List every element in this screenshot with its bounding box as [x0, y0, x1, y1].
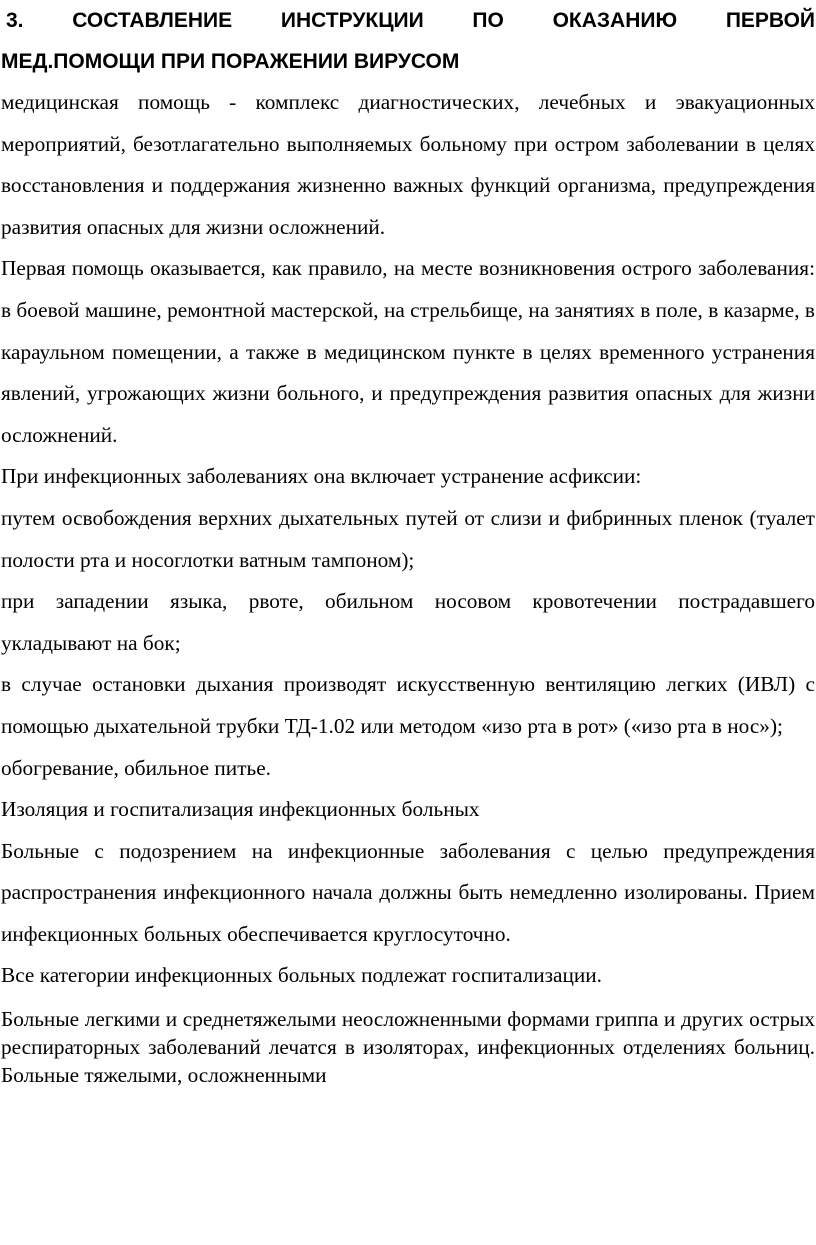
paragraph-airway-clearing: путем освобождения верхних дыхательных путей от слизи и фибринных пленок (туалет полости рта и носоглотки ватным тампоном); — [1, 505, 815, 572]
paragraph-flu-treatment: Больные легкими и среднетяжелыми неосложненными формами гриппа и других острых респираторных заболеваний лечатся в изоляторах, инфекционных отделениях больниц. Больные тяжелыми, осложненными — [1, 1007, 815, 1088]
paragraph-tongue-retraction: при западении языка, рвоте, обильном носовом кровотечении пострадавшего укладывают на бок; — [1, 589, 815, 655]
document-page — [1, 0, 815, 1089]
paragraph-ventilation: в случае остановки дыхания производят искусственную вентиляцию легких (ИВЛ) с помощью дыхательной трубки ТД-1.02 или методом «изо рта в рот» («изо рта в нос»); — [1, 672, 815, 738]
paragraph-hospitalization: Все категории инфекционных больных подлежат госпитализации. — [1, 963, 602, 988]
paragraph-isolation-title: Изоляция и госпитализация инфекционных больных — [1, 797, 480, 822]
document-heading — [1, 0, 815, 82]
paragraph-isolation-rules: Больные с подозрением на инфекционные заболевания с целью предупреждения распространения инфекционного начала должны быть немедленно изолированы. Прием инфекционных больных обеспечивается круглосуточно. — [1, 838, 815, 946]
paragraph-first-aid-location: Первая помощь оказывается, как правило, на месте возникновения острого заболевания: в боевой машине, ремонтной мастерской, на стрельбище, на занятиях в поле, в казарме, в караульном помещении, а также в медицинском пункте в целях временного устранения явлений, угрожающих жизни больного, и предупреждения развития опасных для жизни осложнений. — [1, 256, 815, 447]
paragraph-asphyxia-intro: При инфекционных заболеваниях она включает устранение асфиксии: — [1, 464, 642, 489]
heading-line-1: 3. СОСТАВЛЕНИЕ ИНСТРУКЦИИ ПО ОКАЗАНИЮ ПЕРВОЙ — [6, 9, 815, 32]
paragraph-definition: медицинская помощь - комплекс диагностических, лечебных и эвакуационных мероприятий, безотлагательно выполняемых больному при остром заболевании в целях восстановления и поддержания жизненно важных функций организма, предупреждения развития опасных для жизни осложнений. — [1, 90, 815, 239]
paragraph-warming: обогревание, обильное питье. — [1, 755, 271, 780]
heading-line-2: МЕД.ПОМОЩИ ПРИ ПОРАЖЕНИИ ВИРУСОМ — [1, 50, 460, 73]
